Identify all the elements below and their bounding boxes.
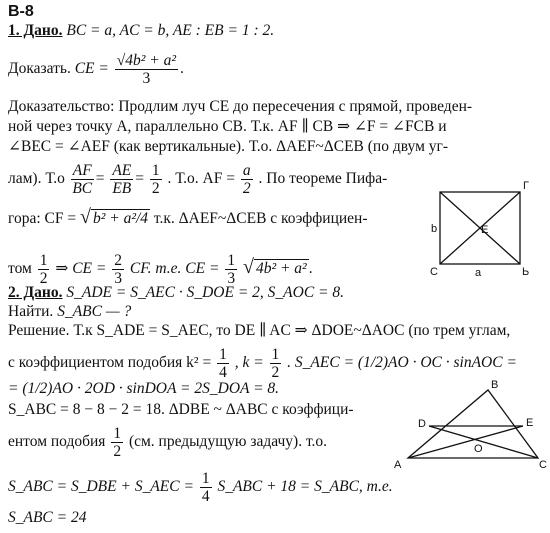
fig1-label-a: a [475,267,482,278]
fig2-label-b: B [491,379,499,391]
p1-prove: Доказать. CE = $\frac{\text{√4b² + a²}}{3}$ . [8,52,184,87]
p2-given-text: S_ADE = S_AEC · S_DOE = 2, S_AOC = 8. [66,284,344,301]
p1-proof-5b: т.к. ΔAEF~ΔCEB с коэффициен- [153,210,368,227]
frac-one-half-b [38,252,50,287]
p1-sqrt-ce: 4b² + a² [255,260,307,278]
frac-one-quarter-b [200,470,212,505]
frac-one-half-b-den: 2 [39,270,48,287]
sqrt-sign-icon: √ [242,256,254,279]
fig1-label-bsoft: Ь [522,266,530,278]
p1-proof-5a: гора: CF = [8,210,77,227]
fig1-label-c: C [430,266,438,278]
p1-proof-6d: . [308,260,313,278]
p1-proof-line-5 [8,207,368,229]
p2-solution-line-2 [8,346,517,381]
frac-one-half-c-den: 2 [271,364,280,381]
frac-one-quarter-b-den: 4 [201,488,210,505]
p1-prove-lhs: CE = [74,60,109,78]
frac-one-half-a-den: 2 [151,180,160,197]
frac-one-third-num: 1 [227,252,236,269]
frac-one-third [225,252,237,287]
p2-solution-line-5 [8,425,327,460]
p1-proof-4b: . Т.о. AF = [167,170,235,188]
p2-solution-line-7: S_ABC = 24 [8,509,87,526]
frac-ae-eb-den: EB [112,180,132,197]
fig2-segment-ae [408,426,523,458]
p2-solution-line-4: S_ABC = 8 − 8 − 2 = 18. ΔDBE ~ ΔABC с коэффици- [8,401,354,418]
frac-ae-eb [110,162,133,197]
frac-one-quarter-a-num: 1 [219,346,227,363]
frac-one-half-c [270,346,282,381]
frac-two-thirds-den: 3 [114,270,122,287]
p2-solution-line-1: Решение. Т.к S_ADE = S_AEC, то DE ∥ AC ⇒ ΔDOE~ΔAOC (по трем углам, [8,322,511,339]
frac-one-half-d [111,425,123,460]
p2-find-label: Найти. [8,303,54,320]
p2-solution-line-6 [8,470,393,505]
frac-a-2-den: 2 [242,180,251,197]
frac-af-bc-den: BC [72,180,93,197]
p2-solution-line-3: = (1/2)AO · 2OD · sinDOA = 2S_DOA = 8. [8,380,280,397]
p1-proof-line-6 [8,252,313,287]
frac-one-half-c-num: 1 [271,346,280,363]
p1-proof-line-3: ∠BEC = ∠AEF (как вертикальные). Т.о. ΔAEF~ΔCEB (по двум уг- [8,138,449,155]
p1-proof-4a: лам). Т.о [8,170,65,188]
page-title: В-8 [8,3,34,20]
p2-sol-5a: ентом подобия [8,433,106,451]
frac-one-quarter-b-num: 1 [201,470,210,487]
p1-prove-fraction [115,52,178,87]
p1-proof-6a: том [8,260,32,278]
p1-proof-4c: . По теореме Пифа- [258,170,388,188]
fig2-triangle-abc [408,390,538,458]
fig2-label-o: O [474,443,483,455]
p1-prove-den: 3 [142,70,151,87]
fig2-label-e: E [526,417,534,429]
p2-given-label: 2. Дано. [8,284,63,301]
p2-sol-6b: S_ABC + 18 = S_ABC, т.е. [217,478,393,496]
p1-proof-6c: CF. т.е. CE = [129,260,220,278]
frac-af-bc [71,162,94,197]
frac-one-half-b-num: 1 [39,252,48,269]
frac-one-quarter-a [217,346,229,381]
frac-a-2 [241,162,253,197]
p1-proof-line-2: ной через точку A, параллельно CB. Т.к. AF ∥ CB ⇒ ∠F = ∠FCB и [8,118,447,135]
p2-sol-2b: , k = [234,354,264,372]
frac-two-thirds [112,252,124,287]
figure-1-rectangle-diagram [418,178,546,278]
sqrt-sign-icon: √ [79,206,91,228]
frac-a-2-num: a [242,162,251,179]
fig1-label-e: E [481,224,489,236]
fig1-label-b: b [431,223,438,235]
p2-find-text: S_ABC — ? [57,303,132,320]
fig2-label-c: C [539,459,547,471]
figure-2-triangle-diagram [388,378,548,473]
fig2-segment-cd [429,426,538,458]
p1-proof-6b: ⇒ CE = [55,260,107,278]
fig2-label-a: A [394,459,402,471]
p2-sol-2a: с коэффициентом подобия k² = [8,354,212,372]
p1-proof-line-4: лам). Т.о $\frac{AF}{BC}$ = $\frac{AE}{EB}$ = $\frac{1}{2}$ . Т.о. AF = $\frac{a}{2}$ . По теореме Пифа- [8,162,388,197]
frac-af-bc-num: AF [72,162,92,179]
p1-proof-line-1: Доказательство: Продлим луч CE до пересечения с прямой, проведен- [8,98,473,115]
p1-given [8,21,274,41]
frac-ae-eb-num: AE [112,162,132,179]
fig1-label-g: Г [523,180,529,192]
p1-sqrt-cf: b² + a²/4 [92,210,149,227]
p2-sol-2c: . S_AEC = (1/2)AO · OC · sinAOC = [287,354,517,372]
frac-two-thirds-num: 2 [114,252,122,269]
frac-one-quarter-a-den: 4 [219,364,227,381]
fig2-label-d: D [418,418,426,430]
p2-find [8,302,131,322]
frac-one-half-a [150,162,162,197]
frac-one-half-a-num: 1 [151,162,160,179]
p1-given-text: BC = a, AC = b, AE : EB = 1 : 2. [66,22,275,39]
p1-given-label: 1. Дано. [8,22,63,39]
p1-prove-label: Доказать. [8,60,71,78]
p2-sol-6a: S_ABC = S_DBE + S_AEC = [8,478,194,496]
frac-one-third-den: 3 [227,270,236,287]
p2-given [8,283,344,303]
frac-one-half-d-num: 1 [113,425,122,442]
p1-prove-num: √4b² + a² [116,52,176,69]
p2-sol-5b: (см. предыдущую задачу). т.о. [128,433,328,451]
frac-one-half-d-den: 2 [113,443,122,460]
